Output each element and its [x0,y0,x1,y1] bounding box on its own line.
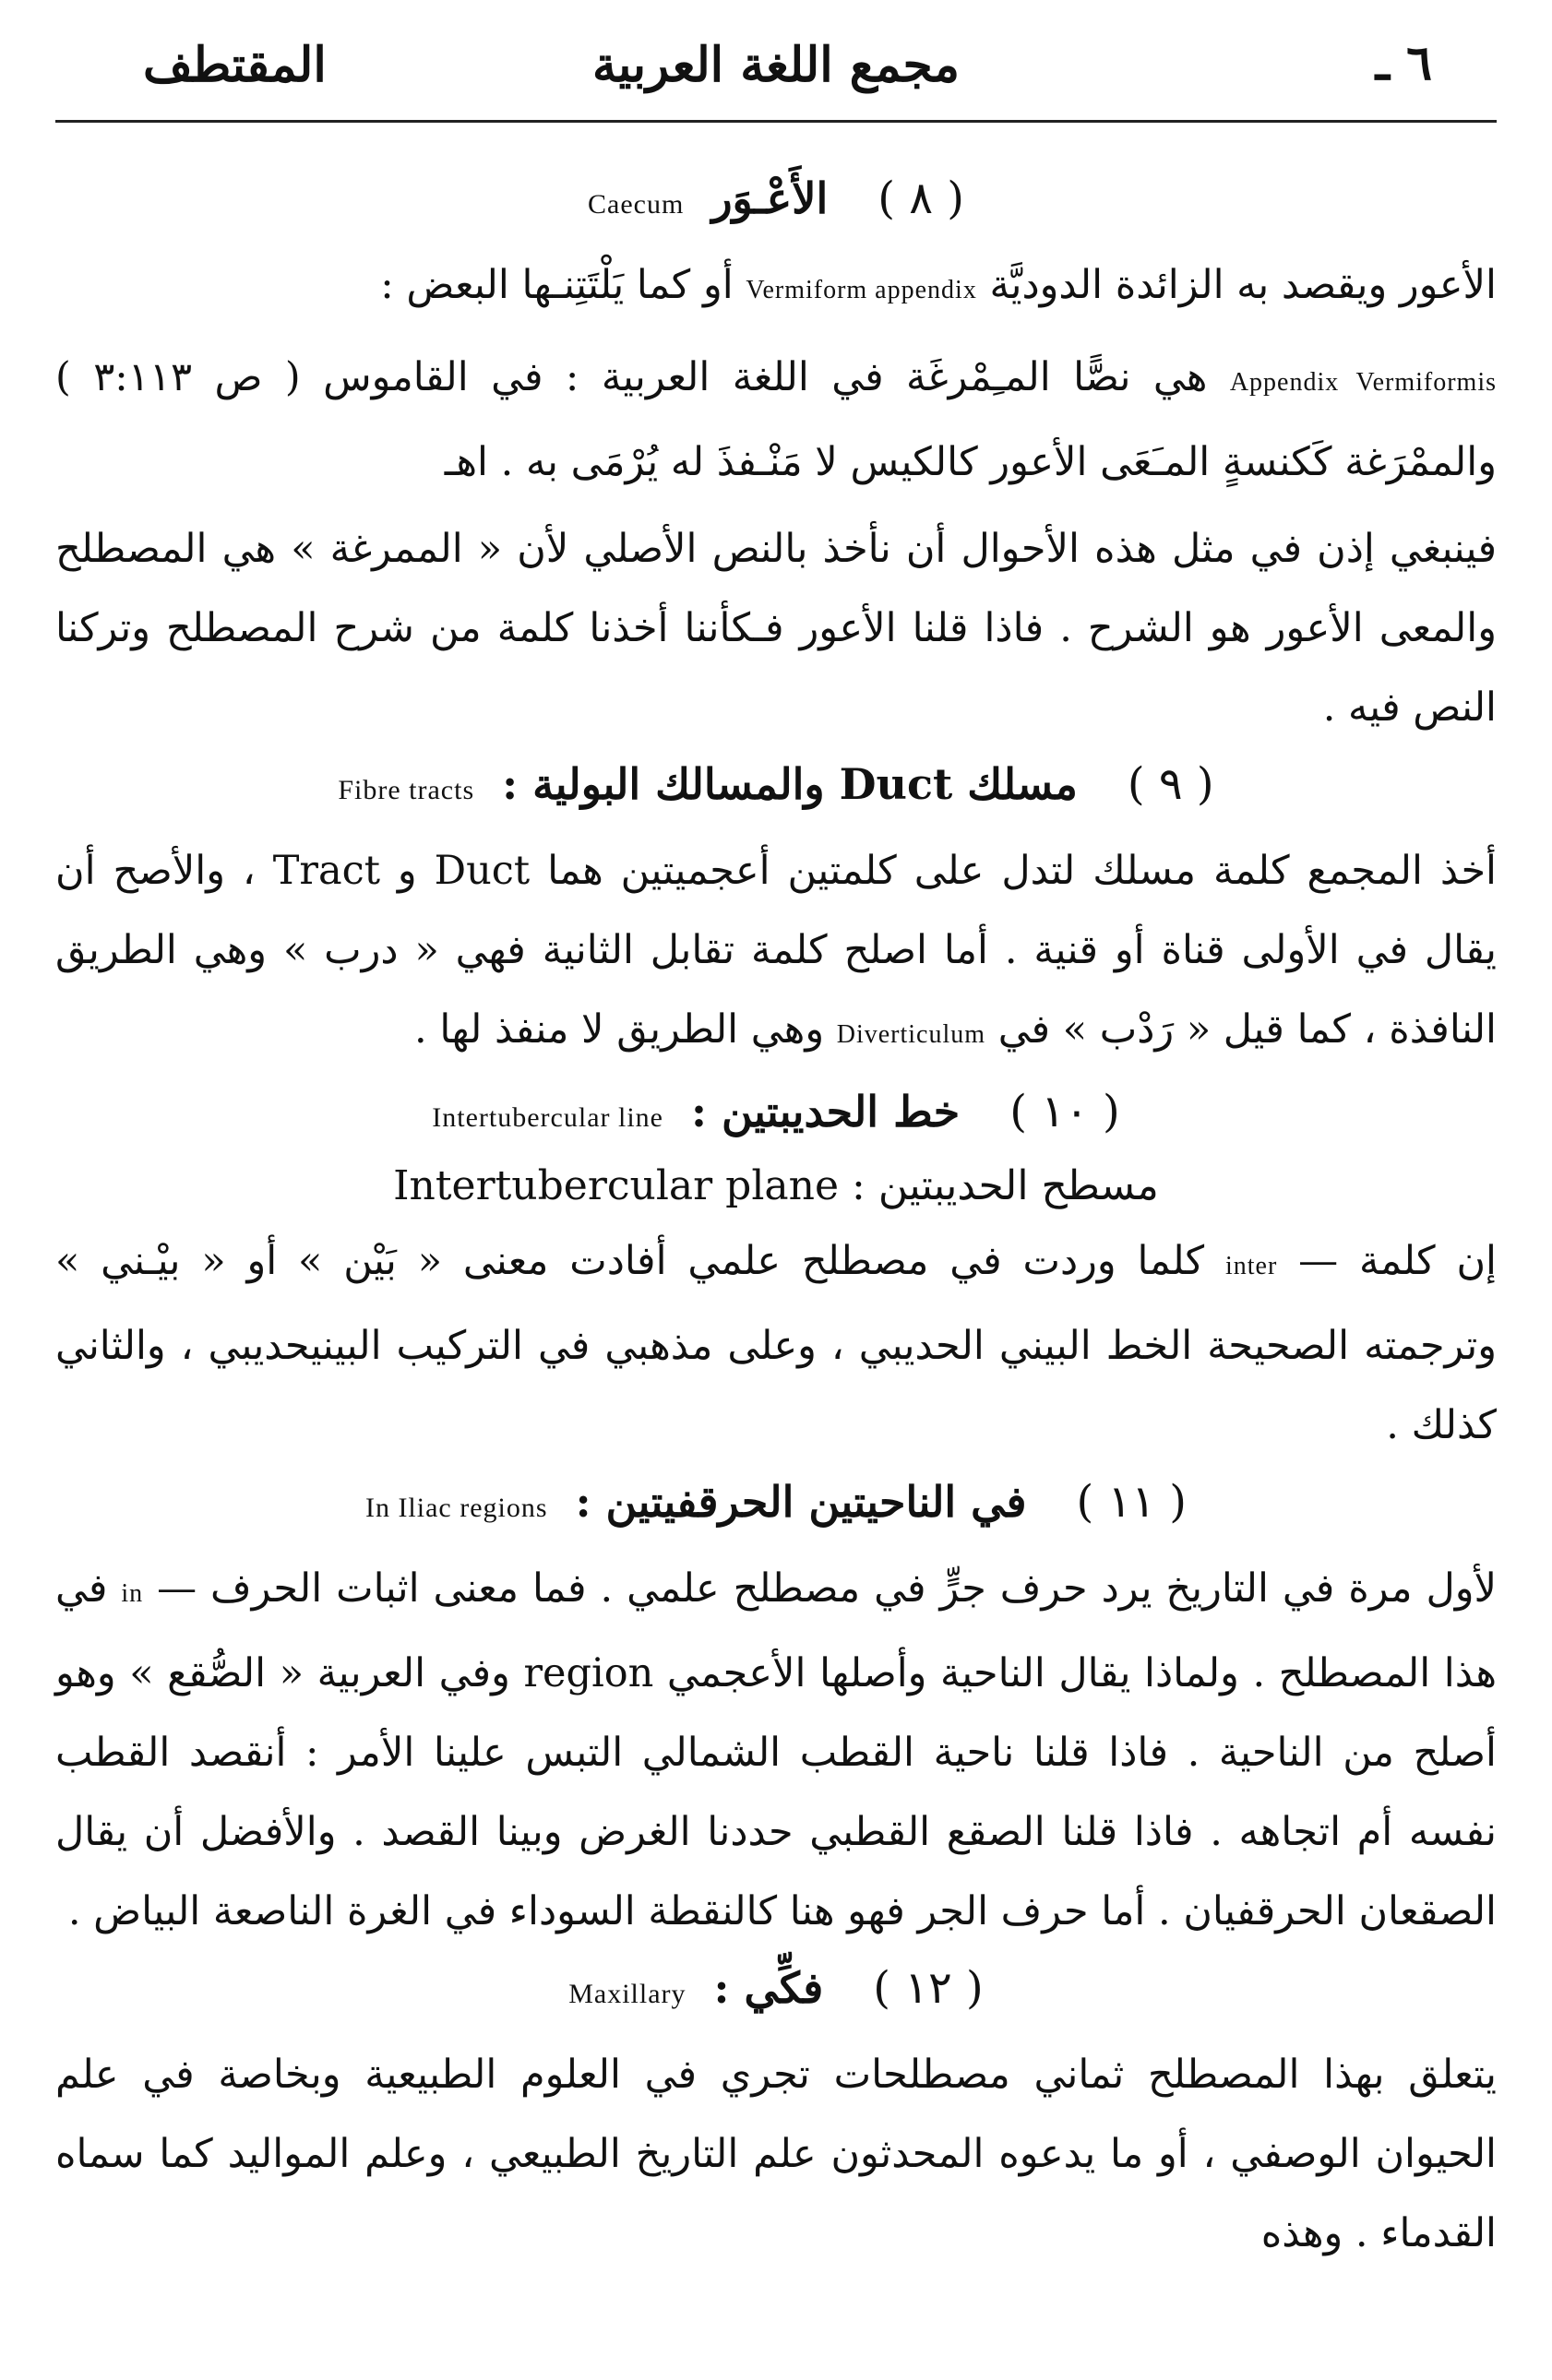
term-arabic: مسطح الحديبتين : [852,1162,1159,1209]
paragraph [55,245,1497,330]
paragraph [55,338,1497,502]
text-run: لأول مرة في التاريخ يرد حرف جرٍّ في مصطلح علمي . فما معنى اثبات الحرف — [157,1565,1498,1612]
page-number: ٦ ـ [1375,35,1432,91]
section-heading-8 [55,171,1497,232]
text-run: إن كلمة — [1298,1238,1497,1284]
text-run: في هذا المصطلح . ولماذا يقال الناحية وأصلها الأعجمي region وفي العربية « الصُّقع » وهو أصلح من الناحية . فاذا قلنا ناحية القطب الشمالي التبس علينا الأمر : أنقصد القطب نفسه أم اتجاهه . فاذا قلنا الصقع القطبي حددنا الغرض وبينا القصد . والأفضل أن يقال الصقعان الحرقفيان . أما حرف الجر فهو هنا كالنقطة السوداء في الغرة الناصعة البياض . [55,1565,1498,1934]
term-arabic: خط الحديبتين : [690,1087,961,1136]
section-number: ( ٩ ) [1127,758,1214,810]
section-number: ( ١٢ ) [873,1962,984,2014]
text-run: أخذ المجمع كلمة مسلك لتدل على كلمتين أعجميتين هما Duct و Tract ، والأصح أن يقال في الأولى قناة أو قنية . أما اصلح كلمة تقابل الثانية فهي « درب » وهي الطريق النافذة ، كما قيل « رَدْب » في [55,848,1498,1053]
term-english: Intertubercular plane [393,1162,840,1209]
latin-term: Diverticulum [836,1020,986,1049]
term-english: Fibre tracts [338,775,475,805]
latin-term: in [121,1579,144,1608]
section-number: ( ١١ ) [1076,1476,1188,1528]
section-subheading-10 [55,1159,1497,1214]
running-header [55,26,1497,109]
section-heading-10 [55,1084,1497,1146]
term-english: Caecum [588,189,685,220]
paragraph [55,831,1497,1075]
text-run: هي نصًّا المـِمْرغَة في اللغة العربية : في القاموس ( ص ٣:١١٣ ) والممْرَغة كَكنسةٍ المـَعَى الأعور كالكيس لا مَنْـفذَ له يُرْمَى به . اهـ [55,354,1497,485]
term-english: In Iliac regions [364,1493,548,1523]
text-run: أو كما يَلْتَتِنـها البعض : [380,262,734,308]
term-english: Intertubercular line [432,1102,663,1133]
latin-term: inter [1225,1252,1278,1280]
paragraph [55,509,1497,747]
section-heading-12 [55,1960,1497,2022]
term-arabic: في الناحيتين الحرقفيتين : [575,1477,1027,1527]
term-arabic: مسلك Duct والمسالك البولية : [502,759,1078,809]
paragraph [55,1221,1497,1465]
paragraph [55,2035,1497,2273]
term-arabic: فكِّي : [713,1963,824,2013]
header-title: مجمع اللغة العربية [592,37,960,93]
term-english: Maxillary [568,1979,686,2009]
text-run: فينبغي إذن في مثل هذه الأحوال أن نأخذ بالنص الأصلي لأن « الممرغة » هي المصطلح والمعى الأعور هو الشرح . فاذا قلنا الأعور فـكأننا أخذنا كلمة من شرح المصطلح وتركنا النص فيه . [55,526,1497,731]
header-rule [55,120,1497,123]
section-number: ( ١٠ ) [1009,1086,1120,1137]
paragraph [55,1549,1497,1951]
section-number: ( ٨ ) [877,173,964,224]
section-heading-11 [55,1474,1497,1536]
section-heading-9 [55,756,1497,818]
latin-term: Appendix Vermiformis [1229,368,1498,397]
text-run: وهي الطريق لا منفذ لها . [414,1006,825,1053]
text-run: الأعور ويقصد به الزائدة الدوديَّة [989,262,1497,308]
page-body [55,161,1497,2280]
text-run: كلما وردت في مصطلح علمي أفادت معنى « بَيْن » أو « بيْـني » وترجمته الصحيحة الخط البيني الحديبي ، وعلى مذهبي في التركيب البينيحديبي ، والثاني كذلك . [55,1238,1497,1448]
text-run: يتعلق بهذا المصطلح ثماني مصطلحات تجري في العلوم الطبيعية وبخاصة في علم الحيوان الوصفي ، أو ما يدعوه المحدثون علم التاريخ الطبيعي ، وعلم المواليد كما سماه القدماء . وهذه [55,2052,1497,2256]
latin-term: Vermiform appendix [746,276,977,304]
journal-name: المقتطف [143,37,327,93]
term-arabic: الأَعْـوَر [711,173,829,223]
